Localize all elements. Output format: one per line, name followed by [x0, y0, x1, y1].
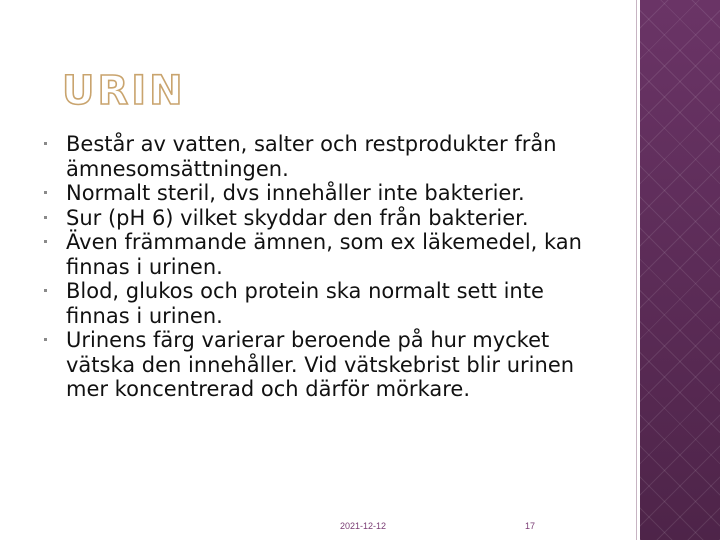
bullet-text: Normalt steril, dvs innehåller inte bakterier.: [66, 181, 525, 205]
small-square-bullet-icon: [44, 240, 48, 244]
slide-title: [62, 64, 202, 116]
small-square-bullet-icon: [44, 289, 48, 293]
slide-title-text: URIN: [62, 68, 186, 112]
bullet-text: Sur (pH 6) vilket skyddar den från bakterier.: [66, 205, 529, 230]
bullet-item: [44, 181, 614, 206]
bullet-list: [44, 132, 614, 402]
side-divider-line: [636, 0, 637, 540]
bullet-item: [44, 206, 614, 231]
small-square-bullet-icon: [44, 142, 48, 146]
bullet-text: Blod, glukos och protein ska normalt sett inte finnas i urinen.: [66, 279, 544, 328]
footer-date: 2021-12-12: [340, 521, 387, 531]
decorative-side-panel: [640, 0, 720, 540]
bullet-text: Även främmande ämnen, som ex läkemedel, kan finnas i urinen.: [66, 230, 582, 279]
bullet-item: [44, 132, 614, 181]
bullet-item: [44, 279, 614, 328]
bullet-item: [44, 230, 614, 279]
small-square-bullet-icon: [44, 191, 48, 195]
bullet-text: Består av vatten, salter och restprodukter från ämnesomsättningen.: [66, 132, 557, 181]
bullet-item: [44, 328, 614, 402]
small-square-bullet-icon: [44, 216, 48, 220]
slide-title-outline: [62, 64, 202, 112]
bullet-text: Urinens färg varierar beroende på hur mycket vätska den innehåller. Vid vätskebrist blir urinen mer koncentrerad och därför mörkare.: [66, 328, 575, 401]
small-square-bullet-icon: [44, 338, 48, 342]
footer-page-number: 17: [525, 521, 536, 531]
